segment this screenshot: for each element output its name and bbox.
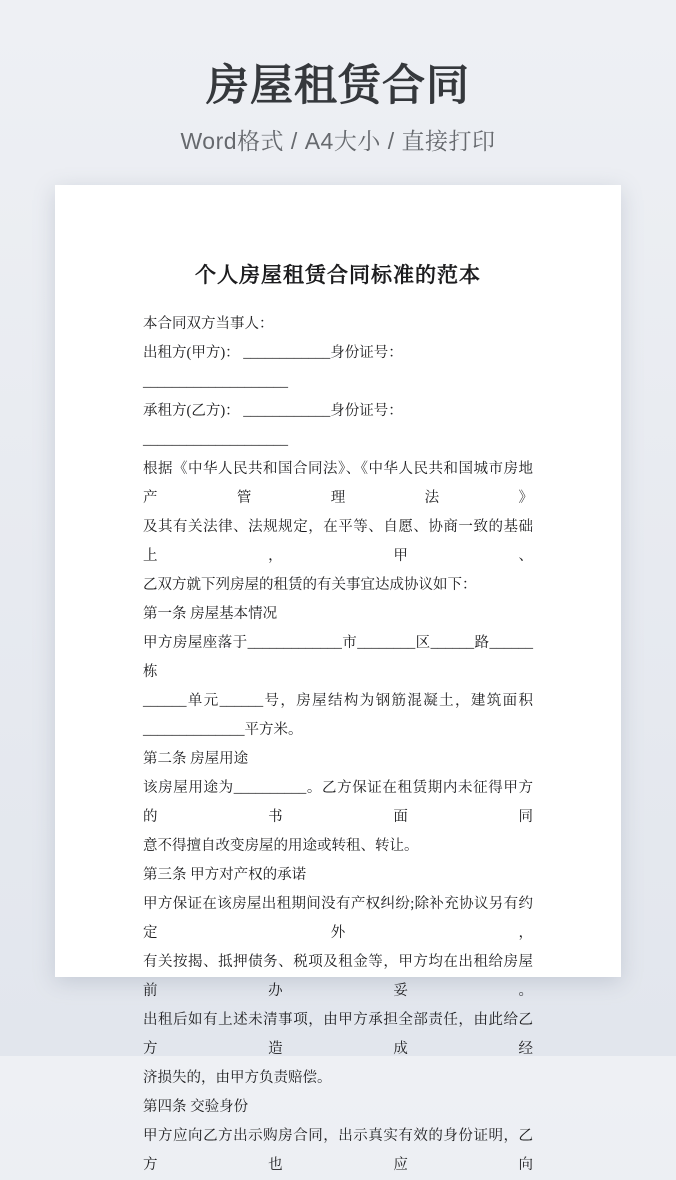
page-title: 房屋租赁合同 <box>206 62 470 110</box>
document-line: 承租方(乙方)： ____________身份证号： ____________________ <box>143 403 403 448</box>
document-line: 甲方保证在该房屋出租期间没有产权纠纷;除补充协议另有约定外， <box>143 896 533 941</box>
document-line: 第二条 房屋用途 <box>143 751 249 767</box>
document-line: 第一条 房屋基本情况 <box>143 606 278 622</box>
document-line: 本合同双方当事人： <box>143 316 274 332</box>
document-title: 个人房屋租赁合同标准的范本 <box>195 263 481 287</box>
document-line: 意不得擅自改变房屋的用途或转租、转让。 <box>143 838 419 854</box>
document-line: ______单元______号，房屋结构为钢筋混凝土，建筑面积 <box>143 693 533 709</box>
document-line: 有关按揭、抵押债务、税项及租金等，甲方均在出租给房屋前办妥。 <box>143 954 533 999</box>
document-line: 甲方房屋座落于_____________市________区______路______栋 <box>143 635 533 680</box>
document-page <box>55 185 621 1173</box>
document-line: 甲方应向乙方出示购房合同，出示真实有效的身份证明，乙方也应向 <box>143 1128 533 1173</box>
document-line: 出租后如有上述未清事项，由甲方承担全部责任，由此给乙方造成经 <box>143 1012 533 1057</box>
document-line: 济损失的，由甲方负责赔偿。 <box>143 1070 332 1086</box>
document-line: 第四条 交验身份 <box>143 1099 249 1115</box>
document-line: 根据《中华人民共和国合同法》、《中华人民共和国城市房地产管理法》 <box>143 461 533 506</box>
document-body <box>143 310 533 1180</box>
page-header <box>0 0 676 156</box>
document-line: 出租方(甲方)： ____________身份证号： ____________________ <box>143 345 403 390</box>
document-line: 乙双方就下列房屋的租赁的有关事宜达成协议如下： <box>143 577 477 593</box>
document-line: ______________平方米。 <box>143 722 303 738</box>
page-subtitle: Word格式 / A4大小 / 直接打印 <box>180 128 496 155</box>
document-line: 第三条 甲方对产权的承诺 <box>143 867 307 883</box>
document-line: 该房屋用途为__________。乙方保证在租赁期内未征得甲方的书面同 <box>143 780 533 825</box>
document-line: 及其有关法律、法规规定，在平等、自愿、协商一致的基础上，甲、 <box>143 519 533 564</box>
document-content <box>55 185 621 1180</box>
